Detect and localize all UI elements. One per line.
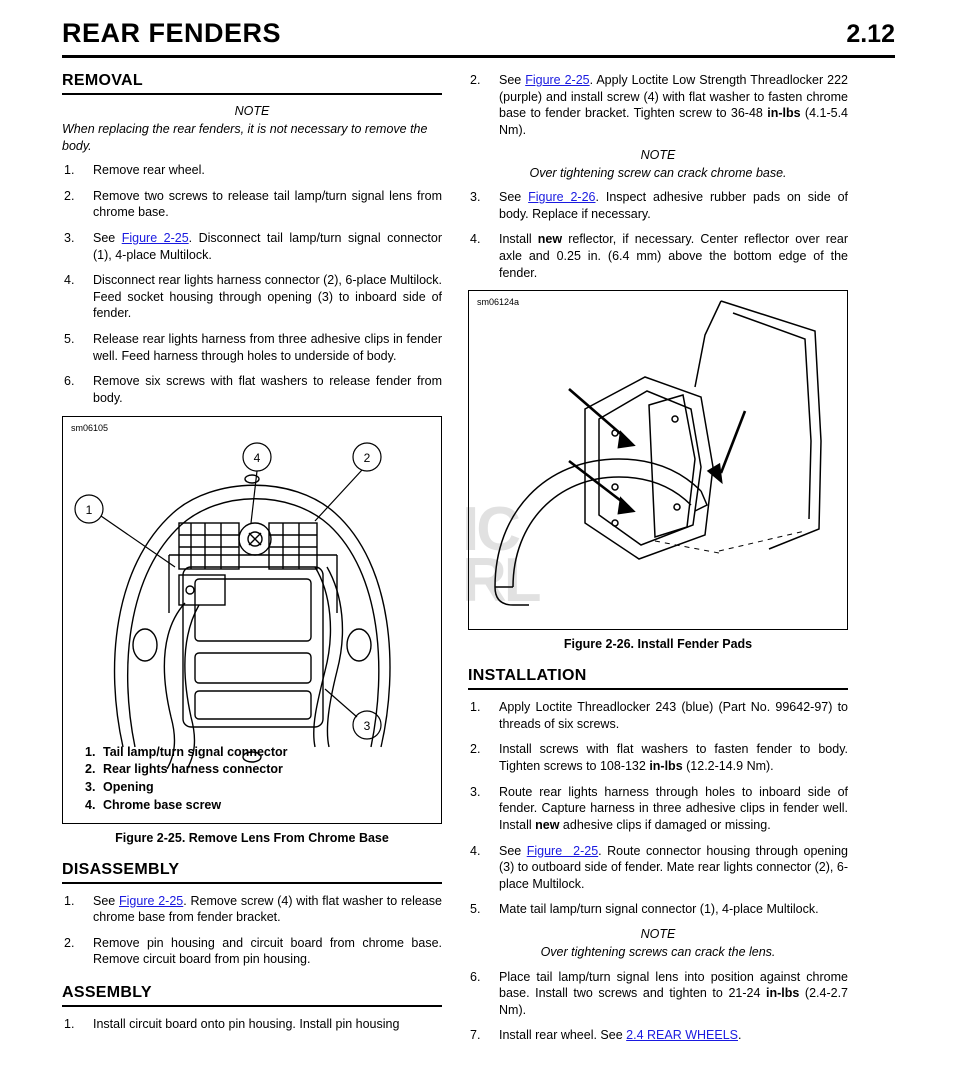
step-item xyxy=(468,843,848,893)
step-number: 1. xyxy=(64,163,75,177)
step-number: 4. xyxy=(470,232,481,247)
step-item xyxy=(62,230,442,263)
left-column xyxy=(62,72,442,1053)
step-item xyxy=(62,935,442,968)
step-text: Install new reflector, if necessary. Center reflector over rear axle and 0.25 in. (6.4 mm) above the bottom edge of the fender. xyxy=(499,232,848,280)
step-text: Install circuit board onto pin housing. Install pin housing xyxy=(93,1017,400,1031)
svg-text:2: 2 xyxy=(363,450,371,465)
figure-2-25 xyxy=(62,416,442,824)
step-text: Apply Loctite Threadlocker 243 (blue) (Part No. 99642-97) to threads of six screws. xyxy=(499,700,848,731)
disassembly-step-list xyxy=(62,893,442,969)
step-number: 2. xyxy=(470,73,481,87)
step-item xyxy=(468,741,848,774)
step-item xyxy=(62,893,442,926)
legend-item: 3. Opening xyxy=(85,780,154,794)
step-item xyxy=(62,331,442,364)
step-text: See Figure 2-26. Inspect adhesive rubber pads on side of body. Replace if necessary. xyxy=(499,190,848,221)
legend-item: 1. Tail lamp/turn signal connector xyxy=(85,744,288,759)
step-text: Mate tail lamp/turn signal connector (1), 4-place Multilock. xyxy=(499,902,819,917)
step-item xyxy=(62,272,442,322)
assembly-continued-step-list xyxy=(468,72,848,139)
step-text: Route rear lights harness through holes to inboard side of fender. Capture harness in three adhesive clips in fender well. Install new adhesive clips if damaged or missing. xyxy=(499,784,848,832)
step-number: 5. xyxy=(470,902,481,917)
svg-text:4: 4 xyxy=(253,450,261,465)
note-label: NOTE xyxy=(234,104,270,118)
figure-link-2-25[interactable]: Figure 2-25 xyxy=(525,73,590,87)
step-item xyxy=(468,901,848,918)
step-number: 1. xyxy=(64,1017,75,1031)
figure-2-26-illustration xyxy=(469,291,847,629)
figure-2-26 xyxy=(468,290,848,630)
note-text: Over tightening screw can crack chrome base. xyxy=(529,165,787,180)
figure-code: sm06105 xyxy=(71,422,109,433)
link-2-4-rear-wheels[interactable]: 2.4 REAR WHEELS xyxy=(626,1028,738,1043)
figure-code: sm06124a xyxy=(477,297,520,308)
step-number: 2. xyxy=(64,188,75,203)
step-text: Remove pin housing and circuit board from chrome base. Remove circuit board from pin housing. xyxy=(93,935,442,967)
step-number: 3. xyxy=(470,190,481,204)
section-heading-assembly: ASSEMBLY xyxy=(62,984,442,1007)
step-item xyxy=(62,373,442,406)
figure-2-26-caption: Figure 2-26. Install Fender Pads xyxy=(563,637,753,652)
note-text: Over tightening screws can crack the lens. xyxy=(540,945,776,959)
step-number: 4. xyxy=(64,273,75,288)
removal-step-list xyxy=(62,162,442,407)
step-text: Remove six screws with flat washers to release fender from body. xyxy=(93,374,442,405)
step-text: Place tail lamp/turn signal lens into position against chrome base. Install two screws and tighten to 21-24 in-lbs (2.4-2.7 Nm). xyxy=(499,969,849,1017)
legend-item: 2. Rear lights harness connector xyxy=(85,762,283,777)
step-text: Install screws with flat washers to fasten fender to body. Tighten screws to 108-132 in-lbs (12.2-14.9 Nm). xyxy=(499,742,848,773)
step-text: See Figure 2-25. Route connector housing through opening (3) to outboard side of fender. Mate rear lights connector (2), 6-place Multilock. xyxy=(499,843,848,891)
page-header xyxy=(62,18,895,58)
step-item xyxy=(468,72,848,139)
figure-2-25-caption: Figure 2-25. Remove Lens From Chrome Base xyxy=(115,830,389,845)
figure-link-2-25[interactable]: Figure 2-25 xyxy=(119,893,184,908)
step-item xyxy=(468,784,848,834)
assembly-step-list-continued xyxy=(468,189,848,281)
step-number: 4. xyxy=(470,843,481,858)
step-number: 1. xyxy=(64,893,75,908)
step-text: See Figure 2-25. Disconnect tail lamp/turn signal connector (1), 4-place Multilock. xyxy=(93,230,442,262)
step-text: Install rear wheel. See 2.4 REAR WHEELS. xyxy=(499,1028,742,1043)
step-item xyxy=(468,231,848,281)
step-text: See Figure 2-25. Apply Loctite Low Strength Threadlocker 222 (purple) and install screw (4) with flat washer to fasten chrome base to fender bracket. Tighten screw to 36-48 in-lbs (4.1-5.4 Nm). xyxy=(499,73,848,137)
step-item xyxy=(468,699,848,732)
figure-link-2-26[interactable]: Figure 2-26 xyxy=(528,190,596,204)
step-item xyxy=(468,1027,848,1044)
installation-step-list-continued xyxy=(468,969,848,1045)
step-item xyxy=(468,189,848,222)
section-heading-removal: REMOVAL xyxy=(62,72,442,95)
step-text: Disconnect rear lights harness connector (2), 6-place Multilock. Feed socket housing through opening (3) to inboard side of fender. xyxy=(93,273,442,321)
svg-text:1: 1 xyxy=(85,502,93,517)
installation-step-list xyxy=(468,699,848,918)
step-text: Remove rear wheel. xyxy=(93,163,205,177)
page-number: 2.12 xyxy=(846,20,895,48)
step-text: Release rear lights harness from three adhesive clips in fender well. Feed harness through holes to underside of body. xyxy=(93,332,442,363)
figure-link-2-25[interactable]: Figure 2-25 xyxy=(121,230,189,245)
note-label: NOTE xyxy=(640,147,676,162)
step-number: 3. xyxy=(64,230,75,245)
section-heading-installation: INSTALLATION xyxy=(468,667,848,690)
step-number: 2. xyxy=(64,935,75,950)
note-text: When replacing the rear fenders, it is not necessary to remove the body. xyxy=(62,122,428,153)
step-text: Remove two screws to release tail lamp/turn signal lens from chrome base. xyxy=(93,188,442,220)
figure-2-25-legend xyxy=(85,744,288,815)
step-number: 3. xyxy=(470,784,481,799)
right-column xyxy=(468,72,848,1053)
two-column-body xyxy=(62,72,895,1053)
step-number: 2. xyxy=(470,742,481,757)
step-item xyxy=(62,1016,442,1033)
svg-text:3: 3 xyxy=(363,718,371,733)
figure-link-2-25[interactable]: Figure 2-25 xyxy=(526,843,599,858)
assembly-step-list xyxy=(62,1016,442,1033)
section-heading-disassembly: DISASSEMBLY xyxy=(62,861,442,884)
step-item xyxy=(468,969,848,1019)
step-item xyxy=(62,188,442,221)
step-number: 6. xyxy=(470,969,481,984)
page-title: REAR FENDERS xyxy=(62,18,282,48)
step-number: 7. xyxy=(470,1028,481,1043)
note-label: NOTE xyxy=(640,927,676,941)
legend-item: 4. Chrome base screw xyxy=(85,797,222,812)
step-number: 5. xyxy=(64,332,75,346)
step-item xyxy=(62,162,442,179)
step-text: See Figure 2-25. Remove screw (4) with flat washer to release chrome base from fender bracket. xyxy=(93,893,442,925)
step-number: 6. xyxy=(64,374,75,389)
step-number: 1. xyxy=(470,700,481,715)
